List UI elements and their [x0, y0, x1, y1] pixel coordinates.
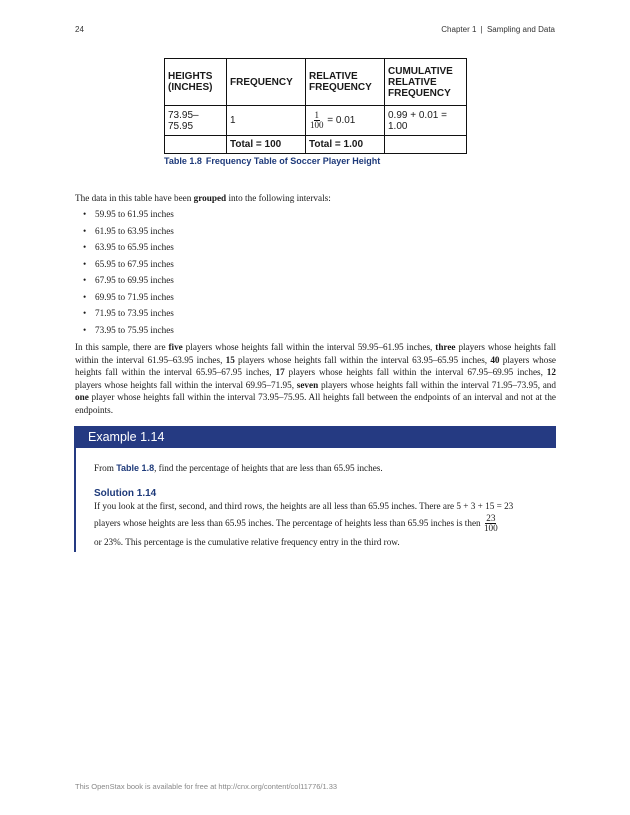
list-item: • 69.95 to 71.95 inches [75, 291, 174, 308]
table-row [165, 106, 467, 136]
table-total-row [165, 136, 467, 154]
table-caption [164, 156, 380, 166]
frequency-table [164, 58, 467, 154]
list-item: • 61.95 to 63.95 inches [75, 225, 174, 242]
running-header [441, 25, 555, 34]
cell-empty [385, 136, 467, 154]
summary-text: players whose heights fall within the interval 59.95–61.95 inches, [182, 342, 436, 352]
list-item: • 67.95 to 69.95 inches [75, 274, 174, 291]
intro-bold: grouped [193, 193, 227, 203]
list-item: • 65.95 to 67.95 inches [75, 258, 174, 275]
cell-total-relative: Total = 1.00 [306, 136, 385, 154]
cell-total-frequency: Total = 100 [227, 136, 306, 154]
summary-bold: 15 [225, 354, 235, 365]
table-1-8-link[interactable]: Table 1.8 [116, 463, 155, 473]
list-item: • 71.95 to 73.95 inches [75, 307, 174, 324]
header-separator: | [480, 25, 483, 34]
summary-bold: 40 [490, 354, 500, 365]
solution-heading: Solution 1.14 [94, 488, 157, 499]
summary-bold: five [168, 342, 183, 352]
fraction-denominator: 100 [310, 120, 324, 130]
summary-paragraph [75, 341, 556, 416]
summary-bold: 12 [546, 367, 556, 377]
solution-text: players whose heights are less than 65.95 inches. The percentage of heights less than 65.95 inches is then [94, 517, 483, 528]
intro-text-end: into the following intervals: [226, 193, 331, 203]
table-caption-label: Table 1.8 [164, 156, 202, 166]
intro-text: The data in this table have been [75, 193, 194, 203]
summary-text: players whose heights fall within the interval 67.95–69.95 inches, [284, 367, 547, 377]
example-problem [94, 462, 538, 475]
summary-bold: seven [296, 379, 319, 390]
problem-text-end: , find the percentage of heights that are less than 65.95 inches. [154, 463, 383, 473]
solution-line-1: If you look at the first, second, and third rows, the heights are all less than 65.95 inches. There are 5 + 3 + 15 = 23 [94, 501, 514, 511]
cell-cumulative: 0.99 + 0.01 = 1.00 [385, 106, 467, 136]
summary-bold: one [75, 392, 89, 402]
summary-text: players whose heights fall within the interval 69.95–71.95, [75, 379, 297, 390]
summary-bold: 17 [275, 367, 285, 377]
summary-text: player whose heights fall within the interval 73.95–75.95. All heights fall between the endpoints of an interval and not at the endpoints. [75, 392, 556, 415]
list-item: • 63.95 to 65.95 inches [75, 241, 174, 258]
header-frequency: FREQUENCY [227, 59, 306, 106]
problem-text: From [94, 463, 117, 473]
section-label: Sampling and Data [486, 25, 555, 34]
example-title-bar: Example 1.14 [74, 426, 556, 448]
summary-text: players whose heights fall within the interval 65.95–67.95 inches, [75, 354, 556, 377]
fraction-numerator: 23 [486, 513, 496, 523]
list-item: • 59.95 to 61.95 inches [75, 208, 174, 225]
table-caption-text: Frequency Table of Soccer Player Height [205, 156, 381, 166]
solution-fraction [483, 514, 499, 533]
footer-note: This OpenStax book is available for free at http://cnx.org/content/col11776/1.33 [75, 782, 338, 791]
relative-value: = 0.01 [327, 115, 356, 127]
cell-heights: 73.95–75.95 [165, 106, 227, 136]
solution-line-2 [94, 514, 538, 533]
page-number: 24 [75, 25, 84, 34]
fraction-denominator: 100 [483, 523, 498, 534]
table-header-row [165, 59, 467, 106]
cell-frequency: 1 [227, 106, 306, 136]
example-left-rule [74, 448, 76, 552]
summary-text: In this sample, there are [75, 342, 169, 352]
summary-text: players whose heights fall within the interval 61.95–63.95 inches, [75, 342, 557, 365]
chapter-label: Chapter 1 [441, 25, 477, 34]
summary-text: players whose heights fall within the interval 63.95–65.95 inches, [234, 354, 491, 365]
cell-relative-frequency [306, 106, 385, 136]
solution-line-3: or 23%. This percentage is the cumulative relative frequency entry in the third row. [94, 537, 400, 547]
summary-bold: three [435, 342, 456, 352]
cell-empty [165, 136, 227, 154]
fraction-numerator: 1 [314, 110, 319, 120]
interval-list [75, 208, 174, 340]
header-heights: HEIGHTS (INCHES) [165, 59, 227, 106]
summary-text: players whose heights fall within the interval 71.95–73.95, and [318, 379, 556, 390]
header-cumulative-frequency: CUMULATIVE RELATIVE FREQUENCY [385, 59, 467, 106]
fraction [309, 111, 325, 130]
intro-paragraph [75, 192, 556, 205]
header-relative-frequency: RELATIVE FREQUENCY [306, 59, 385, 106]
list-item: • 73.95 to 75.95 inches [75, 324, 174, 341]
